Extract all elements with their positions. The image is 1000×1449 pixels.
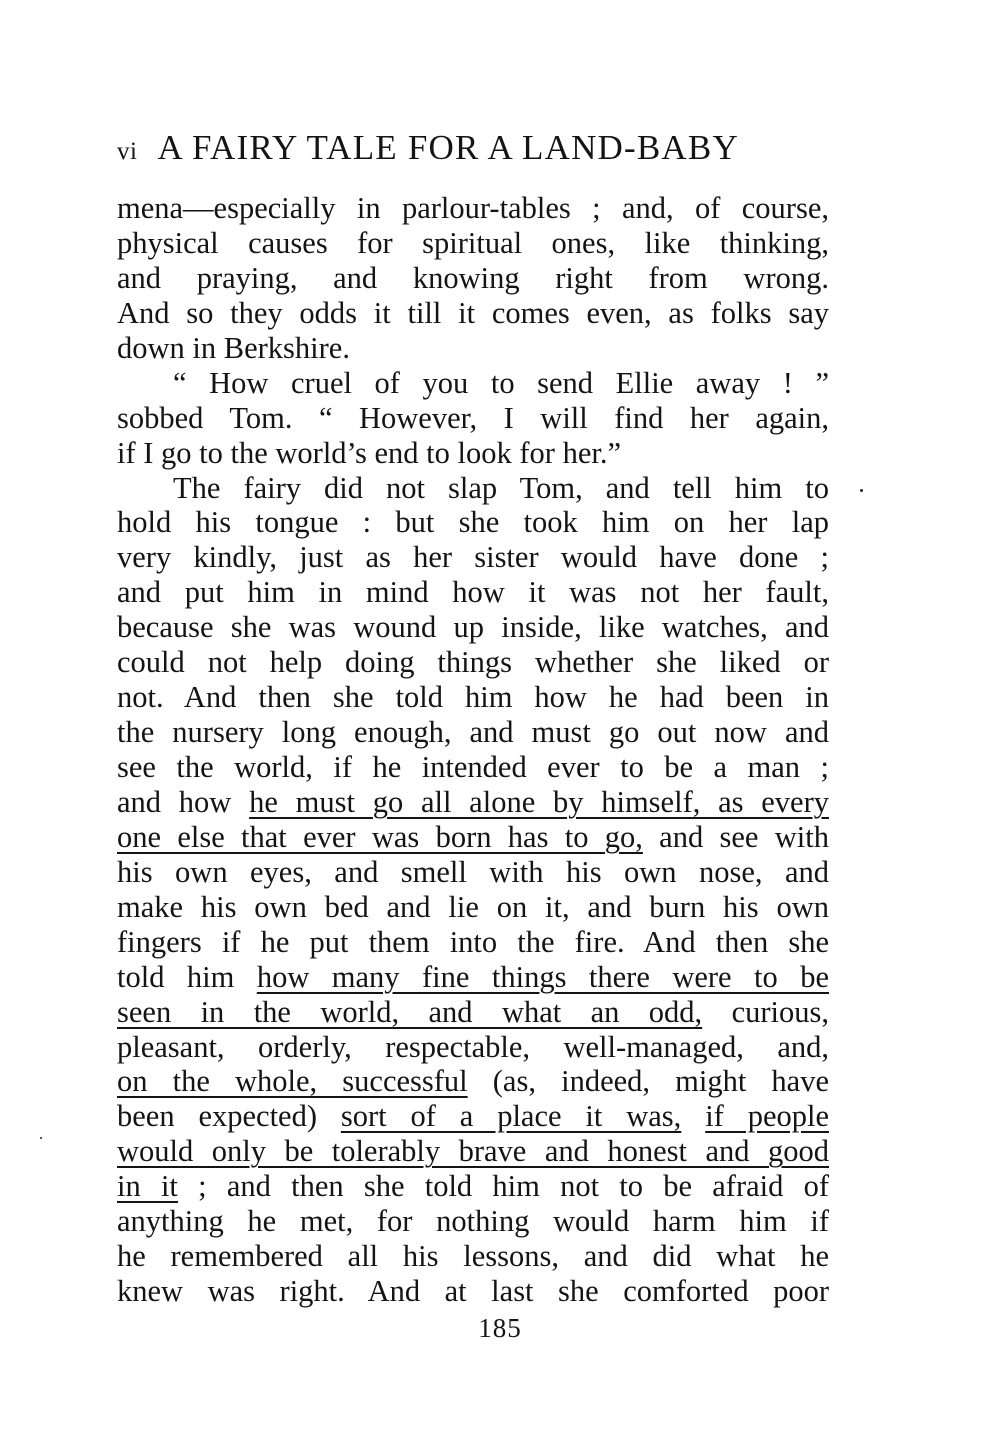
line-text: and put him in mind how it was not her fault, [117, 575, 829, 610]
text-line [117, 1134, 829, 1169]
text-line [117, 505, 829, 540]
line-text: ; and then she told him not to be afraid of [177, 1169, 829, 1204]
text-line [117, 226, 829, 261]
line-text: his own eyes, and smell with his own nose, and [117, 854, 829, 889]
text-line [117, 890, 829, 925]
text-line [117, 995, 829, 1030]
text-line [117, 366, 829, 401]
line-text: knew was right. And at last she comforted poor [117, 1274, 829, 1309]
underlined-passage: in it [117, 1169, 178, 1204]
line-text: make his own bed and lie on it, and burn his own [117, 889, 829, 924]
text-line [117, 296, 829, 331]
text-line [117, 575, 829, 610]
line-text: physical causes for spiritual ones, like thinking, [117, 225, 829, 260]
underlined-passage: one else that ever was born has to go, [117, 819, 643, 854]
line-text: could not help doing things whether she liked or [117, 645, 829, 680]
text-line [117, 1169, 829, 1204]
text-line [117, 855, 829, 890]
line-text: he remembered all his lessons, and did what he [117, 1239, 829, 1274]
text-line [117, 401, 829, 436]
text-line [117, 1064, 829, 1099]
text-line [117, 610, 829, 645]
text-line [117, 436, 829, 471]
text-line [117, 645, 829, 680]
line-text: down in Berkshire. [117, 330, 350, 365]
text-line [117, 1030, 829, 1065]
line-text: see the world, if he intended ever to be a man ; [117, 750, 829, 784]
line-text: been expected) [117, 1099, 341, 1134]
text-line [117, 331, 829, 366]
body-text [117, 191, 829, 1309]
text-line [117, 750, 829, 785]
text-line [117, 960, 829, 995]
line-text: sobbed Tom. “ However, I will find her again, [117, 400, 829, 435]
text-line [117, 1274, 829, 1309]
line-text: and how [117, 784, 250, 819]
line-text: told him [117, 959, 257, 994]
line-text: anything he met, for nothing would harm him if [117, 1204, 829, 1239]
underlined-passage: if people [705, 1099, 830, 1134]
underlined-passage: how many fine things there were to be [256, 959, 829, 994]
line-text: hold his tongue : but she took him on her lap [117, 505, 829, 540]
text-line [117, 785, 829, 820]
text-line [117, 715, 829, 750]
line-text: if I go to the world’s end to look for her.” [117, 435, 621, 470]
line-text: because she was wound up inside, like watches, and [117, 610, 829, 645]
underlined-passage: he must go all alone by himself, as every [249, 784, 829, 819]
text-line [117, 540, 829, 575]
underlined-passage: sort of a place it was, [340, 1099, 682, 1134]
line-text: The fairy did not slap Tom, and tell him to [173, 470, 829, 505]
text-line [117, 1099, 829, 1134]
line-text: very kindly, just as her sister would have done ; [117, 540, 829, 575]
text-line [117, 925, 829, 960]
line-text [681, 1099, 705, 1133]
ink-speck [860, 489, 863, 492]
running-header [117, 128, 837, 172]
text-line [117, 1239, 829, 1274]
page-number: 185 [478, 1313, 522, 1343]
line-text: not. And then she told him how he had been in [117, 680, 829, 715]
line-text: mena—especially in parlour-tables ; and, of course, [117, 191, 829, 225]
line-text: the nursery long enough, and must go out now and [117, 715, 829, 750]
line-text: and praying, and knowing right from wrong. [117, 260, 829, 295]
line-text: fingers if he put them into the fire. And then she [117, 924, 829, 959]
underlined-passage: on the whole, successful [117, 1064, 468, 1099]
chapter-number: vi [117, 138, 138, 165]
underlined-passage: would only be tolerably brave and honest and good [117, 1134, 829, 1169]
text-line [117, 191, 829, 226]
line-text: (as, indeed, might have [467, 1064, 830, 1099]
line-text: “ How cruel of you to send Ellie away ! ” [173, 365, 829, 400]
line-text: and see with [642, 819, 829, 854]
underlined-passage: seen in the world, and what an odd, [117, 994, 703, 1029]
running-title: A FAIRY TALE FOR A LAND-BABY [157, 128, 739, 167]
text-line [117, 820, 829, 855]
line-text: And so they odds it till it comes even, as folks say [117, 295, 829, 330]
text-line [117, 471, 829, 506]
text-line [117, 680, 829, 715]
line-text: pleasant, orderly, respectable, well-managed, and, [117, 1029, 829, 1064]
text-line [117, 261, 829, 296]
text-line [117, 1204, 829, 1239]
ink-speck [40, 1137, 42, 1139]
line-text: curious, [702, 994, 829, 1029]
